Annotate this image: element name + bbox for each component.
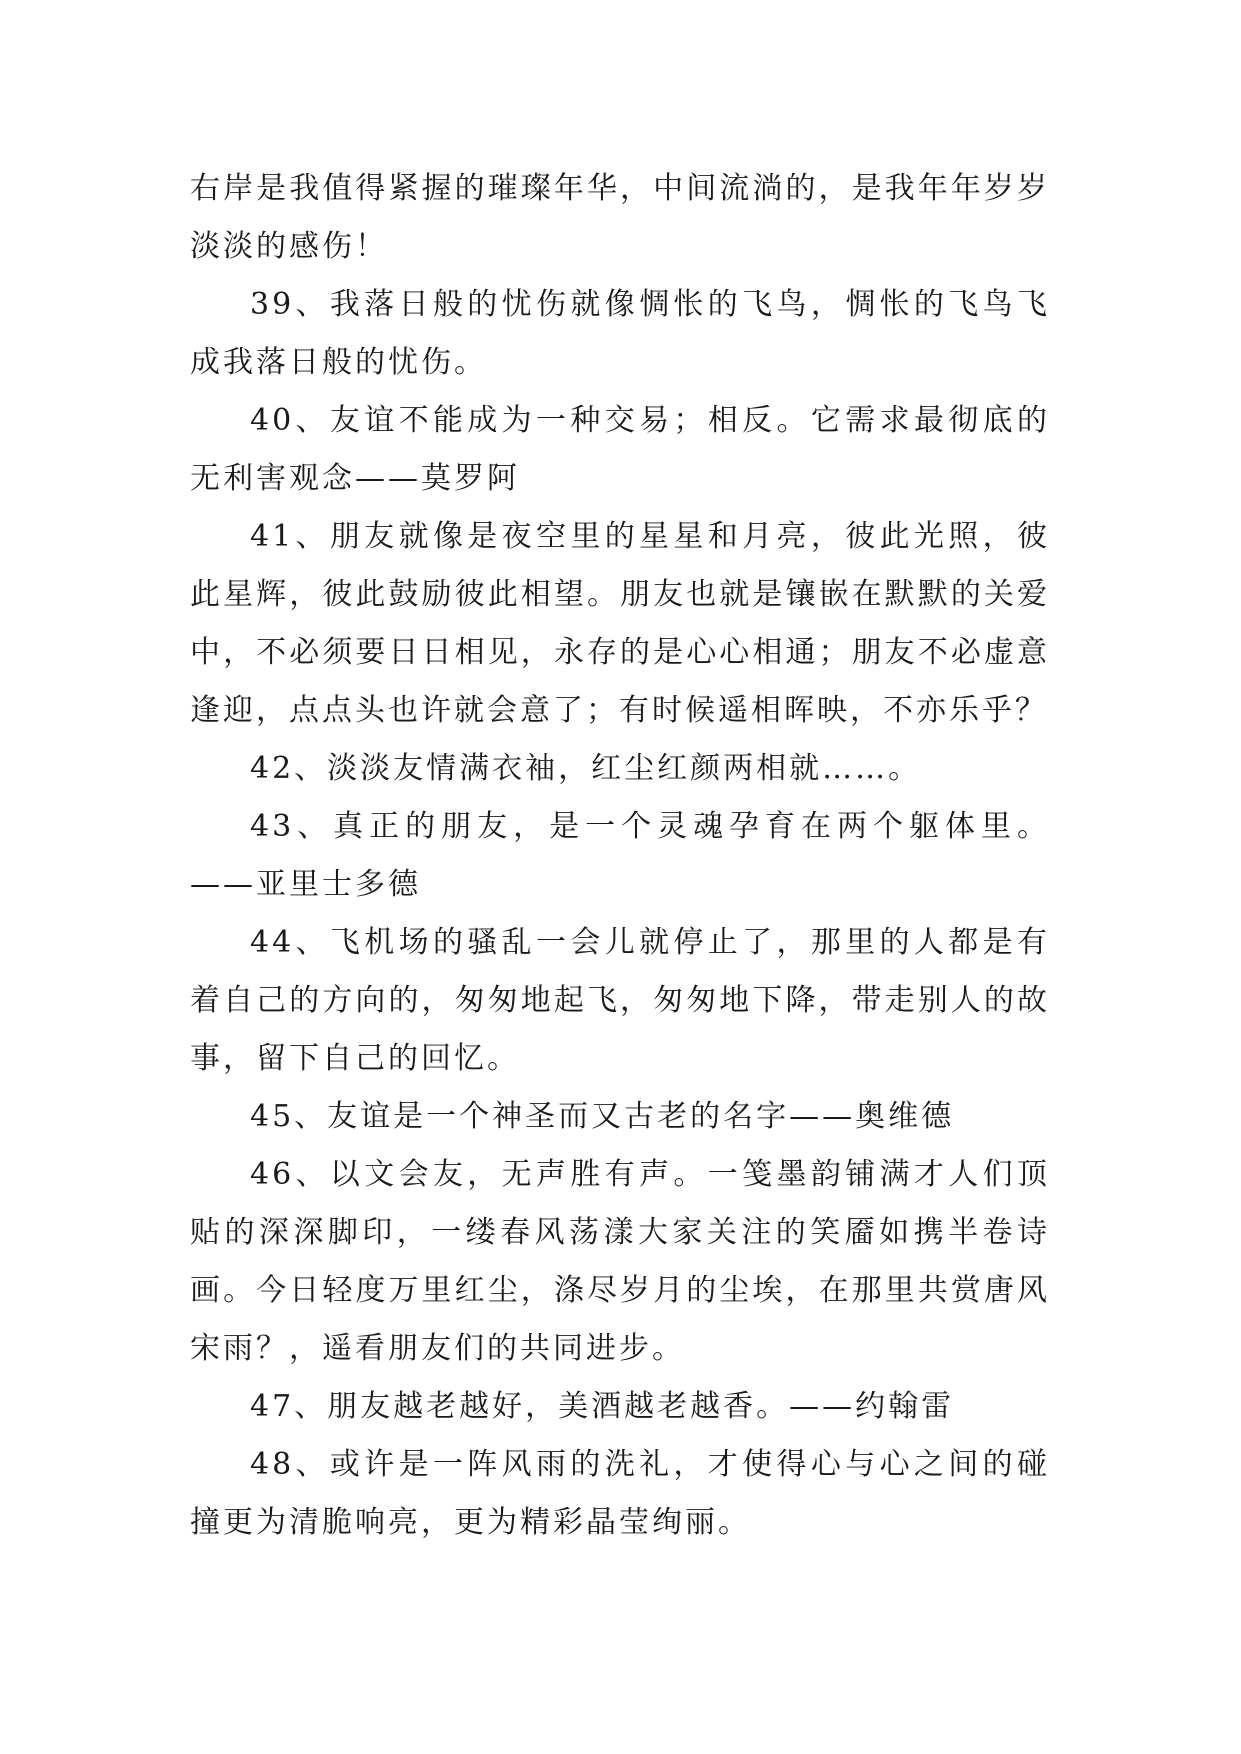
paragraph-41: 41、朋友就像是夜空里的星星和月亮，彼此光照，彼此星辉，彼此鼓励彼此相望。朋友也就是镶嵌在默默的关爱中，不必须要日日相见，永存的是心心相通；朋友不必虚意逢迎，点点头也许就会意了；有时候遥相晖映，不亦乐乎？ [190, 519, 1050, 728]
paragraph-continuation: 右岸是我值得紧握的璀璨年华，中间流淌的，是我年年岁岁淡淡的感伤！ [190, 171, 1050, 264]
paragraph-39: 39、我落日般的忧伤就像惆怅的飞鸟，惆怅的飞鸟飞成我落日般的忧伤。 [190, 287, 1050, 380]
paragraph-46: 46、以文会友，无声胜有声。一笺墨韵铺满才人们顶贴的深深脚印，一缕春风荡漾大家关注的笑靥如携半卷诗画。今日轻度万里红尘，涤尽岁月的尘埃，在那里共赏唐风宋雨？，遥看朋友们的共同进步。 [190, 1157, 1050, 1366]
paragraph-43: 43、真正的朋友，是一个灵魂孕育在两个躯体里。——亚里士多德 [190, 809, 1050, 902]
document-body [190, 160, 1050, 1552]
paragraph-44: 44、飞机场的骚乱一会儿就停止了，那里的人都是有着自己的方向的，匆匆地起飞，匆匆地下降，带走别人的故事，留下自己的回忆。 [190, 925, 1050, 1076]
paragraph-42: 42、淡淡友情满衣袖，红尘红颜两相就……。 [250, 751, 922, 786]
paragraph-48: 48、或许是一阵风雨的洗礼，才使得心与心之间的碰撞更为清脆响亮，更为精彩晶莹绚丽。 [190, 1447, 1050, 1540]
paragraph-47: 47、朋友越老越好，美酒越老越香。——约翰雷 [250, 1389, 955, 1424]
paragraph-45: 45、友谊是一个神圣而又古老的名字——奥维德 [250, 1099, 955, 1134]
paragraph-40: 40、友谊不能成为一种交易；相反。它需求最彻底的无利害观念——莫罗阿 [190, 403, 1050, 496]
